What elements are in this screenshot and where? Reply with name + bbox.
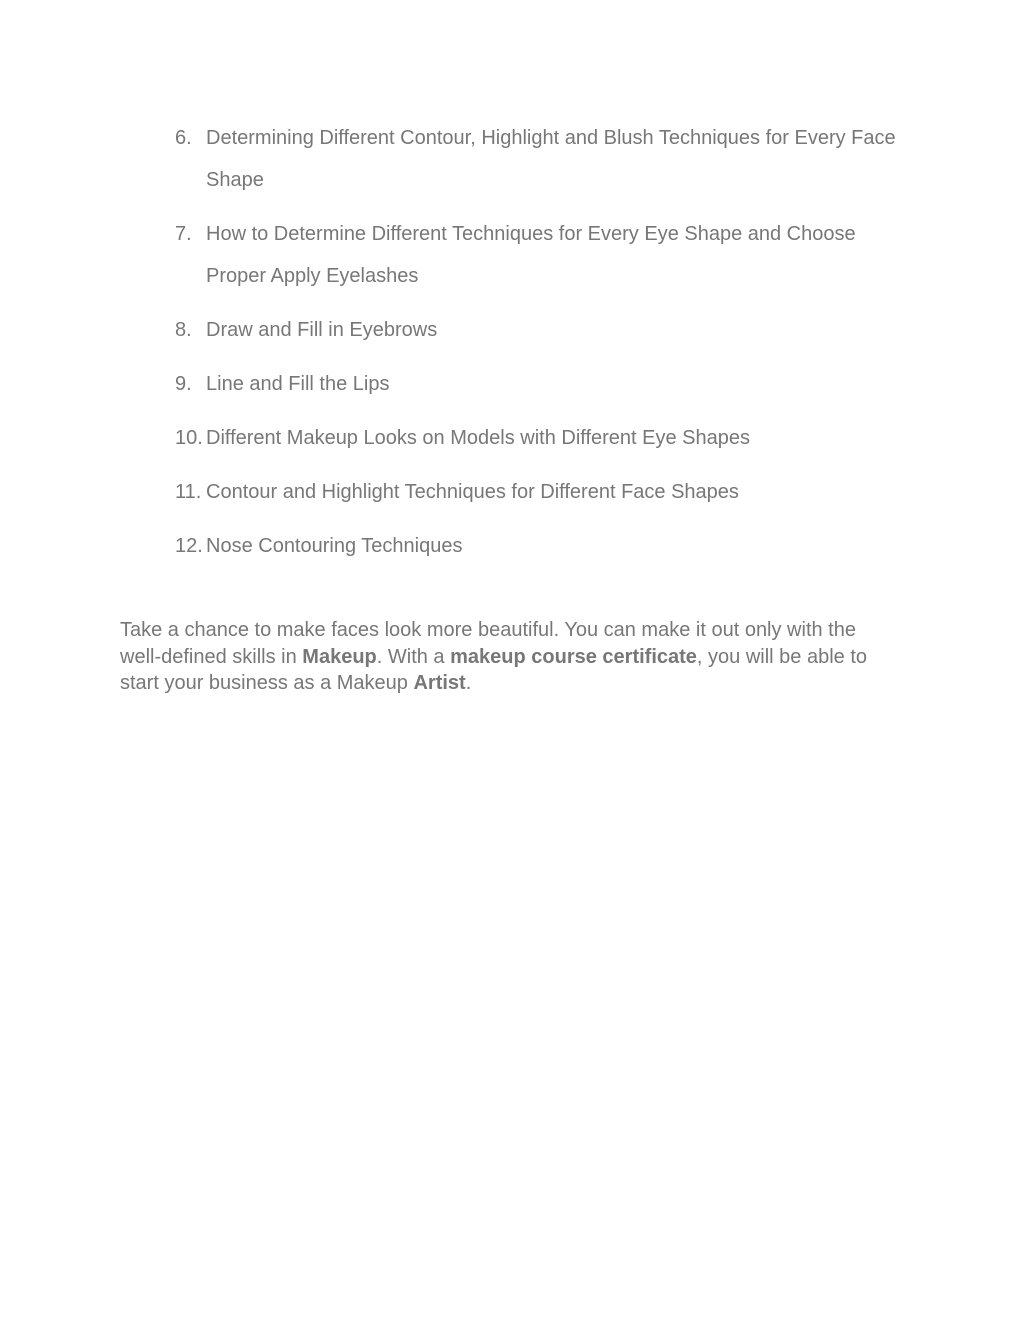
certificate-bold-text: makeup course certificate — [450, 645, 697, 668]
list-item-number: 10. — [175, 427, 203, 449]
list-item-number: 9. — [175, 373, 192, 395]
list-item-text: Draw and Fill in Eyebrows — [206, 319, 438, 341]
artist-bold-text: Artist — [413, 672, 466, 694]
paragraph-text: . With a — [376, 645, 451, 668]
list-item-number: 12. — [175, 535, 203, 557]
list-item-text: Nose Contouring Techniques — [206, 535, 463, 557]
paragraph-text: Take a chance to make faces look more beautiful. You can make it out only with the well-defined skills in — [120, 619, 856, 668]
list-item-number: 6. — [175, 127, 192, 149]
paragraph-text: . — [465, 672, 472, 694]
list-item-number: 11. — [175, 481, 202, 503]
list-item-text: Determining Different Contour, Highlight and Blush Techniques for Every Face Shape — [206, 127, 896, 191]
list-item-text: Line and Fill the Lips — [206, 373, 390, 395]
paragraph-text: , you will be able to start your business as a Makeup — [120, 645, 868, 694]
list-item-text: Contour and Highlight Techniques for Different Face Shapes — [206, 481, 739, 503]
makeup-bold-text: Makeup — [302, 645, 377, 668]
list-item-number: 8. — [175, 319, 192, 341]
closing-paragraph — [120, 617, 900, 697]
list-item-text: How to Determine Different Techniques for Every Eye Shape and Choose Proper Apply Eyelashes — [206, 223, 856, 287]
list-item-text: Different Makeup Looks on Models with Different Eye Shapes — [206, 427, 751, 449]
list-item-number: 7. — [175, 223, 192, 245]
